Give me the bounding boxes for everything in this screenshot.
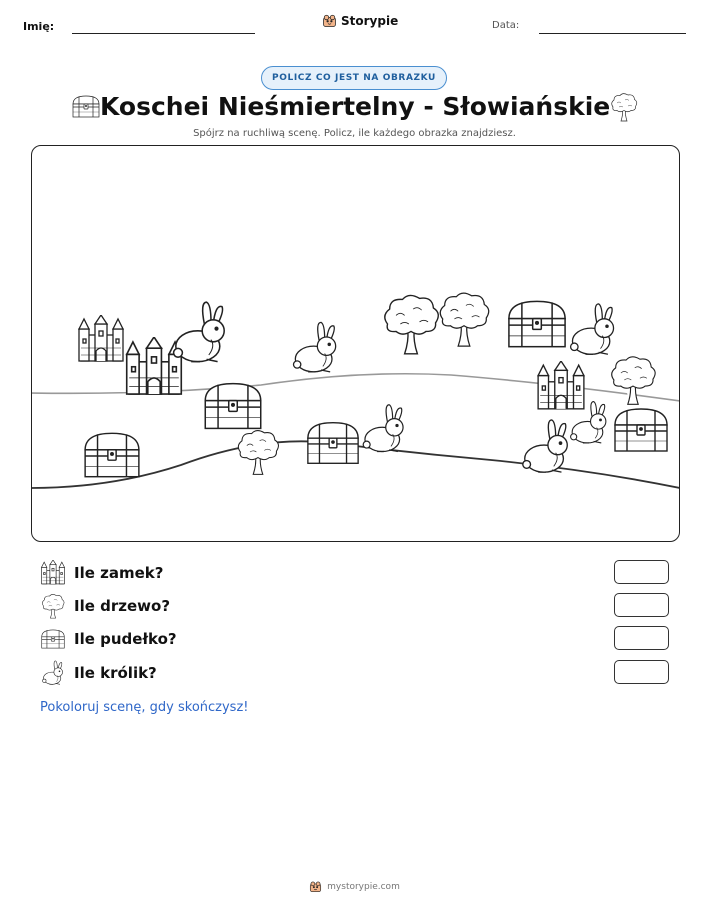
name-label: Imię: — [23, 20, 55, 33]
storypie-icon — [309, 880, 322, 893]
rabbit-1 — [174, 302, 225, 361]
rabbit-6 — [523, 420, 567, 472]
chest-4 — [308, 423, 358, 464]
question-label: Ile drzewo? — [74, 597, 171, 615]
question-castles — [40, 560, 680, 586]
question-label: Ile zamek? — [74, 564, 164, 582]
answer-box-trees[interactable] — [614, 593, 669, 617]
chest-3 — [85, 433, 139, 476]
answer-box-castles[interactable] — [614, 560, 669, 584]
castle-icon — [40, 560, 66, 586]
storypie-icon — [322, 13, 337, 28]
rabbit-4 — [571, 304, 614, 354]
page-subtitle: Spójrz na ruchliwą scenę. Policz, ile każdego obrazka znajdziesz. — [193, 128, 516, 139]
tree-icon — [609, 92, 639, 122]
rabbit-icon — [40, 660, 66, 686]
date-line[interactable] — [539, 33, 686, 34]
chest-5 — [615, 409, 667, 451]
castle-3 — [538, 361, 584, 409]
tree-icon — [40, 593, 66, 619]
chest-1 — [509, 301, 565, 346]
coloring-note: Pokoloruj scenę, gdy skończysz! — [40, 700, 249, 715]
brand-name: Storypie — [341, 13, 399, 28]
activity-badge: POLICZ CO JEST NA OBRAZKU — [261, 66, 447, 90]
answer-box-rabbits[interactable] — [614, 660, 669, 684]
page-title: Koschei Nieśmiertelny - Słowiańskie — [100, 92, 611, 121]
brand-logo — [322, 13, 398, 28]
name-line[interactable] — [72, 33, 255, 34]
question-rabbits — [40, 660, 680, 686]
rabbit-2 — [294, 322, 336, 372]
date-label: Data: — [492, 20, 520, 31]
chest-2 — [205, 384, 260, 429]
tree-2 — [440, 293, 488, 346]
question-trees — [40, 593, 680, 619]
answer-box-chests[interactable] — [614, 626, 669, 650]
counting-scene — [31, 145, 680, 542]
castle-2 — [127, 337, 182, 394]
question-chests — [40, 626, 680, 652]
scene-drawing — [31, 145, 680, 542]
tree-3 — [238, 431, 278, 475]
castle-1 — [79, 315, 123, 361]
footer — [0, 880, 709, 893]
tree-1 — [385, 295, 438, 353]
footer-url[interactable]: mystorypie.com — [327, 881, 400, 892]
question-label: Ile pudełko? — [74, 630, 177, 648]
question-label: Ile królik? — [74, 664, 157, 682]
rabbit-3 — [363, 405, 403, 452]
chest-icon — [40, 627, 66, 651]
chest-icon — [71, 94, 101, 119]
